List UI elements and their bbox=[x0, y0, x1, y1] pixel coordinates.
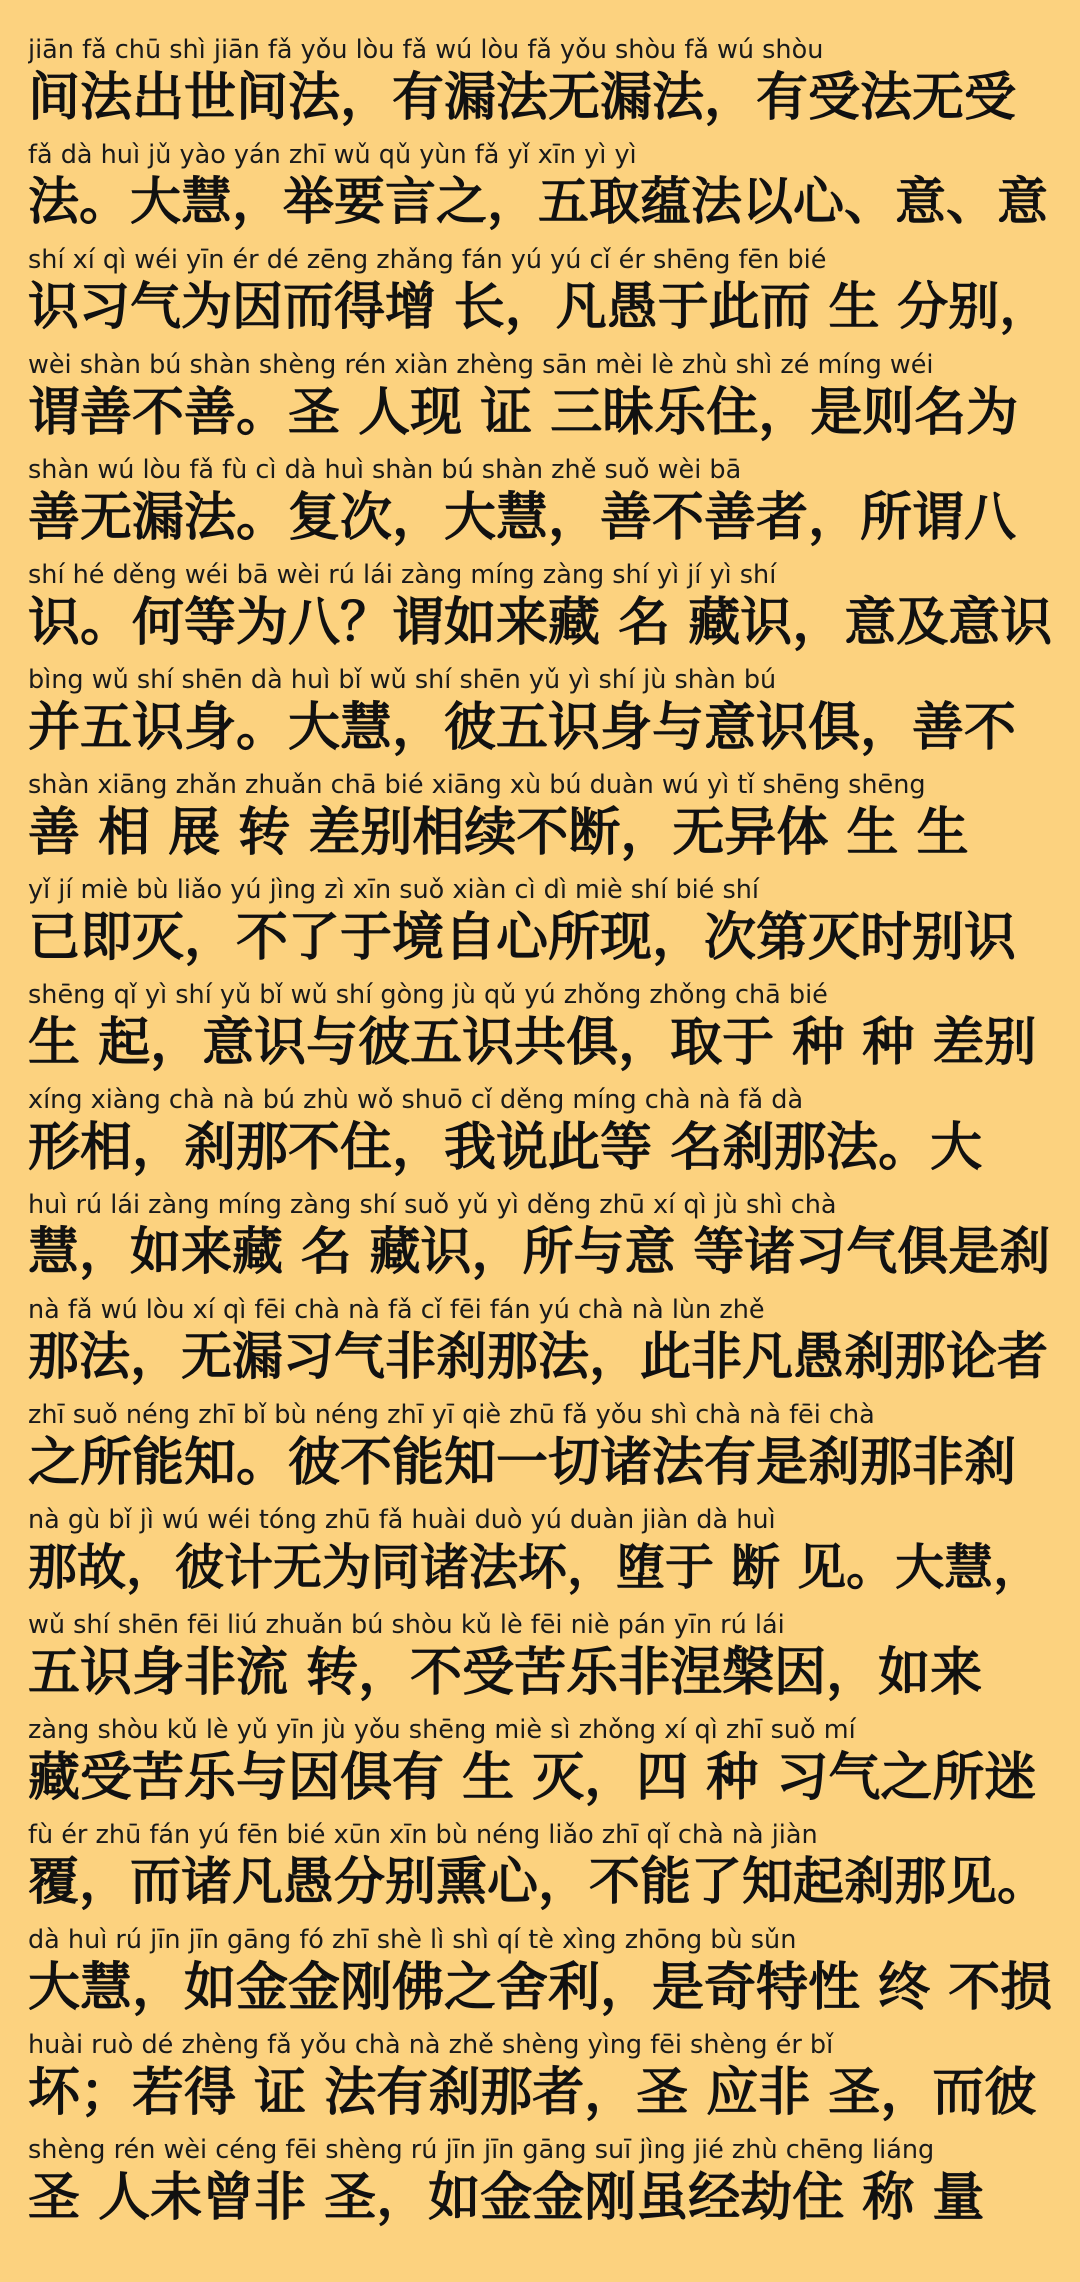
chinese-text: 大慧，如金金刚佛之舍利，是奇特性 终 不损 bbox=[28, 1958, 1052, 2018]
pinyin-text: wèi shàn bú shàn shèng rén xiàn zhèng sān mèi lè zhù shì zé míng wéi bbox=[28, 350, 934, 380]
text-line bbox=[28, 1189, 1052, 1294]
pinyin-text: shí xí qì wéi yīn ér dé zēng zhǎng fán yú yú cǐ ér shēng fēn bié bbox=[28, 245, 827, 275]
text-line bbox=[28, 2134, 1052, 2239]
pinyin-text: dà huì rú jīn jīn gāng fó zhī shè lì shì qí tè xìng zhōng bù sǔn bbox=[28, 1925, 797, 1955]
text-line bbox=[28, 1504, 1052, 1609]
text-line bbox=[28, 1294, 1052, 1399]
pinyin-text: yǐ jí miè bù liǎo yú jìng zì xīn suǒ xiàn cì dì miè shí bié shí bbox=[28, 875, 759, 905]
pinyin-text: shēng qǐ yì shí yǔ bǐ wǔ shí gòng jù qǔ yú zhǒng zhǒng chā bié bbox=[28, 980, 828, 1010]
chinese-text: 坏；若得 证 法有刹那者，圣 应非 圣，而彼 bbox=[28, 2063, 1037, 2123]
pinyin-text: fù ér zhū fán yú fēn bié xūn xīn bù néng liǎo zhī qǐ chà nà jiàn bbox=[28, 1820, 818, 1850]
chinese-text: 并五识身。大慧，彼五识身与意识俱，善不 bbox=[28, 698, 1017, 758]
chinese-text: 慧，如来藏 名 藏识，所与意 等诸习气俱是刹 bbox=[28, 1223, 1051, 1282]
chinese-text: 五识身非流 转，不受苦乐非涅槃因，如来 bbox=[28, 1643, 983, 1703]
text-line bbox=[28, 1714, 1052, 1819]
pinyin-text: wǔ shí shēn fēi liú zhuǎn bú shòu kǔ lè fēi niè pán yīn rú lái bbox=[28, 1610, 785, 1640]
pinyin-text: jiān fǎ chū shì jiān fǎ yǒu lòu fǎ wú lòu fǎ yǒu shòu fǎ wú shòu bbox=[28, 35, 824, 65]
text-line bbox=[28, 769, 1052, 874]
text-line bbox=[28, 1609, 1052, 1714]
chinese-text: 那法，无漏习气非刹那法，此非凡愚刹那论者 bbox=[28, 1328, 1049, 1387]
pinyin-text: shàn wú lòu fǎ fù cì dà huì shàn bú shàn zhě suǒ wèi bā bbox=[28, 455, 742, 485]
chinese-text: 生 起，意识与彼五识共俱，取于 种 种 差别 bbox=[28, 1013, 1037, 1073]
text-line bbox=[28, 244, 1052, 349]
pinyin-text: shí hé děng wéi bā wèi rú lái zàng míng zàng shí yì jí yì shí bbox=[28, 560, 777, 590]
pinyin-text: bìng wǔ shí shēn dà huì bǐ wǔ shí shēn yǔ yì shí jù shàn bú bbox=[28, 665, 777, 695]
pinyin-text: shàn xiāng zhǎn zhuǎn chā bié xiāng xù bú duàn wú yì tǐ shēng shēng bbox=[28, 770, 926, 800]
chinese-text: 识习气为因而得增 长，凡愚于此而 生 分别， bbox=[28, 278, 1051, 337]
chinese-text: 善 相 展 转 差别相续不断，无异体 生 生 bbox=[28, 803, 969, 863]
text-line bbox=[28, 2029, 1052, 2134]
text-line bbox=[28, 139, 1052, 244]
text-line bbox=[28, 1084, 1052, 1189]
pinyin-text: nà fǎ wú lòu xí qì fēi chà nà fǎ cǐ fēi fán yú chà nà lùn zhě bbox=[28, 1295, 765, 1325]
text-line bbox=[28, 34, 1052, 139]
pinyin-text: shèng rén wèi céng fēi shèng rú jīn jīn gāng suī jìng jié zhù chēng liáng bbox=[28, 2135, 935, 2165]
chinese-text: 谓善不善。圣 人现 证 三昧乐住，是则名为 bbox=[28, 383, 1019, 443]
chinese-text: 识。何等为八？谓如来藏 名 藏识，意及意识 bbox=[28, 593, 1052, 653]
chinese-text: 之所能知。彼不能知一切诸法有是刹那非刹 bbox=[28, 1433, 1017, 1493]
pinyin-text: fǎ dà huì jǔ yào yán zhī wǔ qǔ yùn fǎ yǐ xīn yì yì bbox=[28, 140, 637, 170]
chinese-text: 已即灭，不了于境自心所现，次第灭时别识 bbox=[28, 908, 1017, 968]
pinyin-text: nà gù bǐ jì wú wéi tóng zhū fǎ huài duò yú duàn jiàn dà huì bbox=[28, 1505, 776, 1535]
chinese-text: 善无漏法。复次，大慧，善不善者，所谓八 bbox=[28, 488, 1017, 548]
chinese-text: 圣 人未曾非 圣，如金金刚虽经劫住 称 量 bbox=[28, 2168, 985, 2228]
text-line bbox=[28, 664, 1052, 769]
chinese-text: 那故，彼计无为同诸法坏，堕于 断 见。大慧， bbox=[28, 1539, 1043, 1596]
pinyin-text: huài ruò dé zhèng fǎ yǒu chà nà zhě shèng yìng fēi shèng ér bǐ bbox=[28, 2030, 834, 2060]
chinese-text: 法。大慧，举要言之，五取蕴法以心、意、意 bbox=[28, 173, 1049, 232]
chinese-text: 覆，而诸凡愚分别熏心，不能了知起刹那见。 bbox=[28, 1853, 1049, 1912]
text-line bbox=[28, 1924, 1052, 2029]
chinese-text: 间法出世间法，有漏法无漏法，有受法无受 bbox=[28, 68, 1017, 128]
text-line bbox=[28, 1819, 1052, 1924]
text-line bbox=[28, 349, 1052, 454]
text-line bbox=[28, 874, 1052, 979]
text-line bbox=[28, 979, 1052, 1084]
chinese-text: 形相，刹那不住，我说此等 名刹那法。大 bbox=[28, 1118, 983, 1178]
pinyin-text: zhī suǒ néng zhī bǐ bù néng zhī yī qiè zhū fǎ yǒu shì chà nà fēi chà bbox=[28, 1400, 875, 1430]
text-line bbox=[28, 559, 1052, 664]
text-line bbox=[28, 1399, 1052, 1504]
pinyin-text: xíng xiàng chà nà bú zhù wǒ shuō cǐ děng míng chà nà fǎ dà bbox=[28, 1085, 804, 1115]
pinyin-text: huì rú lái zàng míng zàng shí suǒ yǔ yì děng zhū xí qì jù shì chà bbox=[28, 1190, 837, 1220]
text-line bbox=[28, 454, 1052, 559]
chinese-text: 藏受苦乐与因俱有 生 灭，四 种 习气之所迷 bbox=[28, 1748, 1037, 1808]
pinyin-text: zàng shòu kǔ lè yǔ yīn jù yǒu shēng miè sì zhǒng xí qì zhī suǒ mí bbox=[28, 1715, 856, 1745]
